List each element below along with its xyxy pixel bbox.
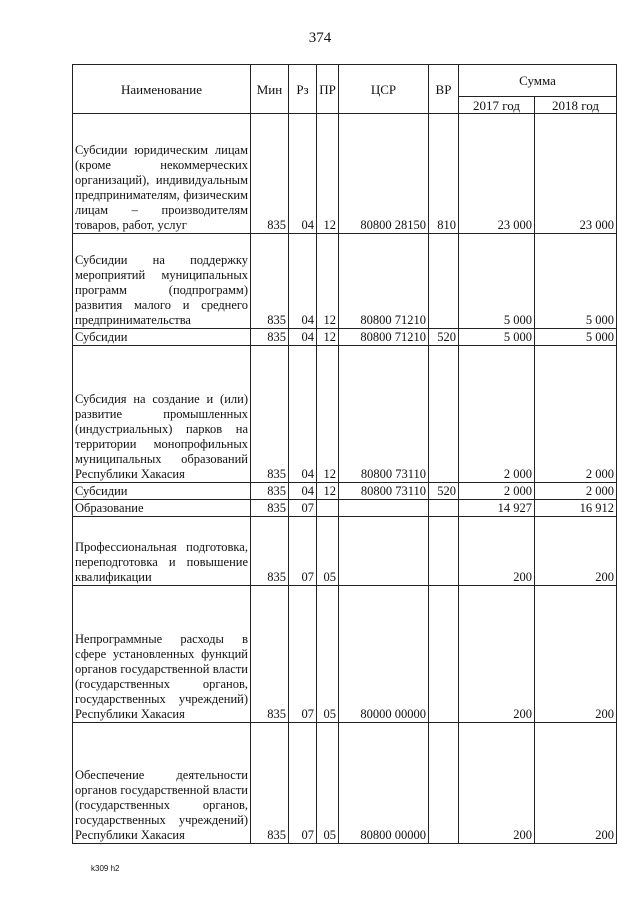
row-pr: 05: [317, 517, 339, 586]
row-csr: 80800 73110: [339, 483, 429, 500]
row-min: 835: [251, 234, 289, 329]
header-name: Наименование: [73, 65, 251, 114]
header-sum: Сумма: [459, 65, 617, 97]
row-pr: 05: [317, 723, 339, 844]
row-min: 835: [251, 723, 289, 844]
row-name: Непрограммные расходы в сфере установленных функций органов государственной власти (государственных органов, государственных учреждений) Республики Хакасия: [73, 586, 251, 723]
row-pr: 12: [317, 346, 339, 483]
table-body: [73, 114, 617, 844]
header-year-2018: 2018 год: [535, 97, 617, 114]
row-pr: 12: [317, 234, 339, 329]
row-name: Субсидии: [73, 329, 251, 346]
row-pr: 12: [317, 329, 339, 346]
row-vr: [429, 723, 459, 844]
table-row: [73, 234, 617, 329]
row-min: 835: [251, 346, 289, 483]
row-rz: 07: [289, 517, 317, 586]
row-name: Субсидии: [73, 483, 251, 500]
row-name: Субсидия на создание и (или) развитие промышленных (индустриальных) парков на территории монопрофильных муниципальных образований Республики Хакасия: [73, 346, 251, 483]
budget-table: [72, 64, 617, 844]
row-vr: 520: [429, 483, 459, 500]
table-row: [73, 346, 617, 483]
row-vr: 520: [429, 329, 459, 346]
row-min: 835: [251, 517, 289, 586]
row-sum-2018: 200: [535, 723, 617, 844]
row-name: Субсидии на поддержку мероприятий муниципальных программ (подпрограмм) развития малого и среднего предпринимательства: [73, 234, 251, 329]
row-rz: 04: [289, 329, 317, 346]
header-pr: ПР: [317, 65, 339, 114]
row-sum-2017: 200: [459, 723, 535, 844]
row-sum-2018: 200: [535, 517, 617, 586]
header-rz: Рз: [289, 65, 317, 114]
table-row: [73, 517, 617, 586]
row-min: 835: [251, 483, 289, 500]
row-min: 835: [251, 500, 289, 517]
row-pr: 12: [317, 114, 339, 234]
row-min: 835: [251, 114, 289, 234]
row-sum-2017: 200: [459, 586, 535, 723]
row-vr: [429, 234, 459, 329]
row-csr: 80000 00000: [339, 586, 429, 723]
header-min: Мин: [251, 65, 289, 114]
header-csr: ЦСР: [339, 65, 429, 114]
row-sum-2018: 2 000: [535, 483, 617, 500]
row-min: 835: [251, 586, 289, 723]
row-sum-2018: 5 000: [535, 234, 617, 329]
row-sum-2017: 23 000: [459, 114, 535, 234]
table-row: [73, 500, 617, 517]
row-rz: 04: [289, 346, 317, 483]
row-pr: 12: [317, 483, 339, 500]
row-vr: [429, 517, 459, 586]
footer-code: k309 h2: [91, 864, 120, 873]
row-vr: 810: [429, 114, 459, 234]
row-sum-2018: 2 000: [535, 346, 617, 483]
table-row: [73, 483, 617, 500]
row-sum-2017: 2 000: [459, 483, 535, 500]
row-name: Субсидии юридическим лицам (кроме некоммерческих организаций), индивидуальным предпринимателям, физическим лицам – производителям товаров, работ, услуг: [73, 114, 251, 234]
row-rz: 07: [289, 500, 317, 517]
row-sum-2017: 5 000: [459, 234, 535, 329]
row-csr: 80800 00000: [339, 723, 429, 844]
row-sum-2017: 2 000: [459, 346, 535, 483]
row-name: Обеспечение деятельности органов государственной власти (государственных органов, государственных учреждений) Республики Хакасия: [73, 723, 251, 844]
row-csr: [339, 517, 429, 586]
row-csr: 80800 71210: [339, 234, 429, 329]
row-sum-2017: 200: [459, 517, 535, 586]
row-rz: 07: [289, 586, 317, 723]
row-rz: 04: [289, 114, 317, 234]
row-name: Профессиональная подготовка, переподготовка и повышение квалификации: [73, 517, 251, 586]
row-sum-2018: 200: [535, 586, 617, 723]
row-name: Образование: [73, 500, 251, 517]
row-pr: [317, 500, 339, 517]
row-min: 835: [251, 329, 289, 346]
row-rz: 07: [289, 723, 317, 844]
table-row: [73, 114, 617, 234]
header-year-2017: 2017 год: [459, 97, 535, 114]
table-row: [73, 329, 617, 346]
table-row: [73, 723, 617, 844]
row-csr: 80800 73110: [339, 346, 429, 483]
row-sum-2017: 14 927: [459, 500, 535, 517]
row-sum-2018: 5 000: [535, 329, 617, 346]
page-number: 374: [308, 30, 332, 46]
row-sum-2018: 23 000: [535, 114, 617, 234]
row-csr: [339, 500, 429, 517]
table-header: [73, 65, 617, 114]
row-vr: [429, 346, 459, 483]
row-vr: [429, 500, 459, 517]
row-sum-2017: 5 000: [459, 329, 535, 346]
header-vr: ВР: [429, 65, 459, 114]
row-pr: 05: [317, 586, 339, 723]
table-row: [73, 586, 617, 723]
row-sum-2018: 16 912: [535, 500, 617, 517]
row-vr: [429, 586, 459, 723]
row-rz: 04: [289, 234, 317, 329]
row-csr: 80800 28150: [339, 114, 429, 234]
row-csr: 80800 71210: [339, 329, 429, 346]
row-rz: 04: [289, 483, 317, 500]
